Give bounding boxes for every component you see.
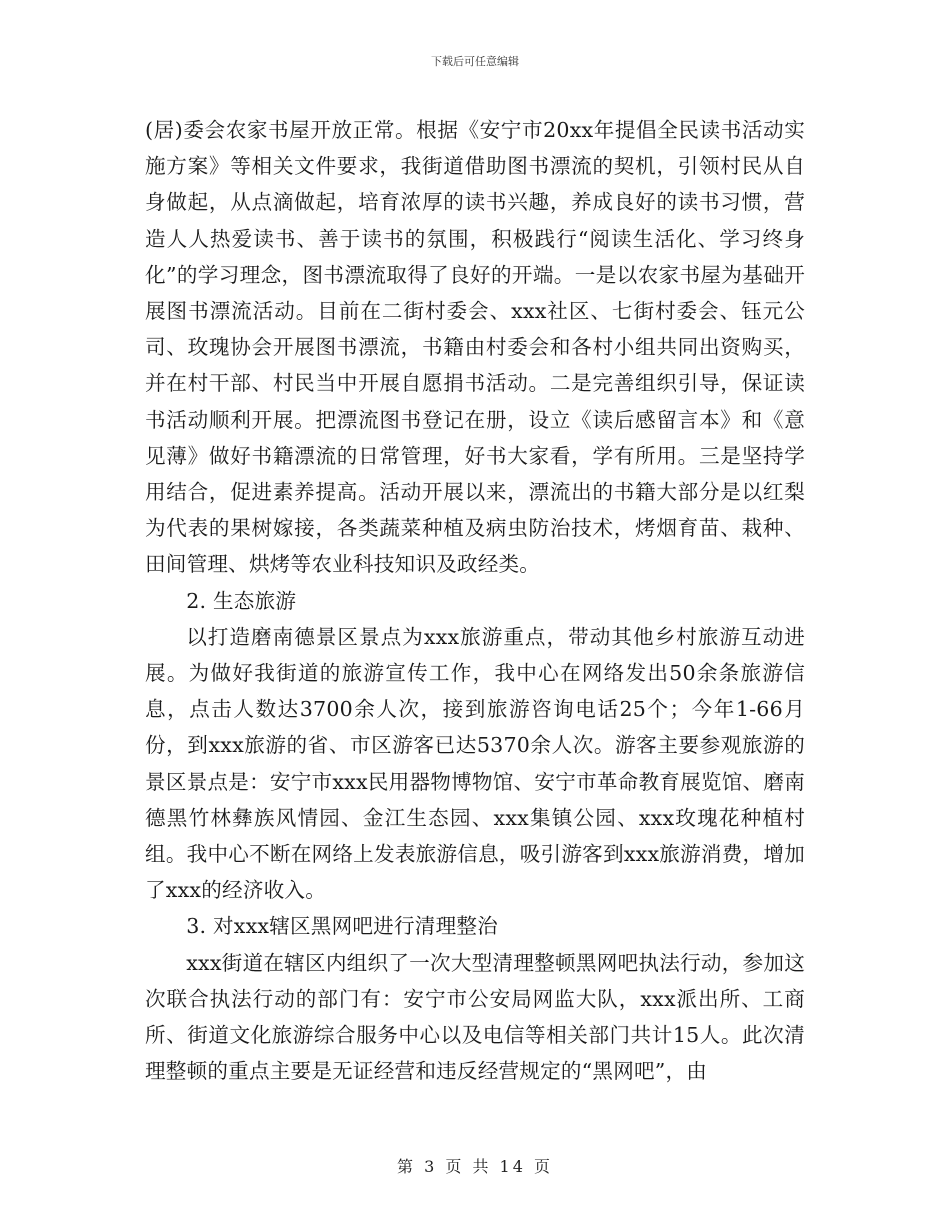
section-heading-eco-tourism: 2. 生态旅游 bbox=[186, 588, 297, 613]
paragraph-eco-tourism: 以打造磨南德景区景点为xxx旅游重点，带动其他乡村旅游互动进展。为做好我街道的旅游宣传工作，我中心在网络发出50余条旅游信息，点击人数达3700余人次，接到旅游咨询电话25个；今年1-66月份，到xxx旅游的省、市区游客已达5370余人次。游客主要参观旅游的景区景点是：安宁市xxx民用器物博物馆、安宁市革命教育展览馆、磨南德黑竹林彝族风情园、金江生态园、xxx集镇公园、xxx玫瑰花种植村组。我中心不断在网络上发表旅游信息，吸引游客到xxx旅游消费，增加了xxx的经济收入。 bbox=[145, 624, 805, 903]
paragraph-internet-cafe: xxx街道在辖区内组织了一次大型清理整顿黑网吧执法行动，参加这次联合执法行动的部门有：安宁市公安局网监大队，xxx派出所、工商所、街道文化旅游综合服务中心以及电信等相关部门共计15人。此次清理整顿的重点主要是无证经营和违反经营规定的“黑网吧”，由 bbox=[145, 950, 805, 1084]
paragraph-book-drift: (居)委会农家书屋开放正常。根据《安宁市20xx年提倡全民读书活动实施方案》等相关文件要求，我街道借助图书漂流的契机，引领村民从自身做起，从点滴做起，培育浓厚的读书兴趣，养成良好的读书习惯，营造人人热爱读书、善于读书的氛围，积极践行“阅读生活化、学习终身化”的学习理念，图书漂流取得了良好的开端。一是以农家书屋为基础开展图书漂流活动。目前在二街村委会、xxx社区、七街村委会、钰元公司、玫瑰协会开展图书漂流，书籍由村委会和各村小组共同出资购买，并在村干部、村民当中开展自愿捐书活动。二是完善组织引导，保证读书活动顺利开展。把漂流图书登记在册，设立《读后感留言本》和《意见薄》做好书籍漂流的日常管理，好书大家看，学有所用。三是坚持学用结合，促进素养提高。活动开展以来，漂流出的书籍大部分是以红梨为代表的果树嫁接，各类蔬菜种植及病虫防治技术，烤烟育苗、栽种、田间管理、烘烤等农业科技知识及政经类。 bbox=[145, 118, 805, 577]
section-heading-internet-cafe: 3. 对xxx辖区黑网吧进行清理整治 bbox=[186, 914, 498, 939]
document-body bbox=[145, 112, 805, 1089]
page-header: 下载后可任意编辑 bbox=[431, 55, 519, 68]
page-footer: 第 3 页 共 14 页 bbox=[397, 1157, 553, 1176]
